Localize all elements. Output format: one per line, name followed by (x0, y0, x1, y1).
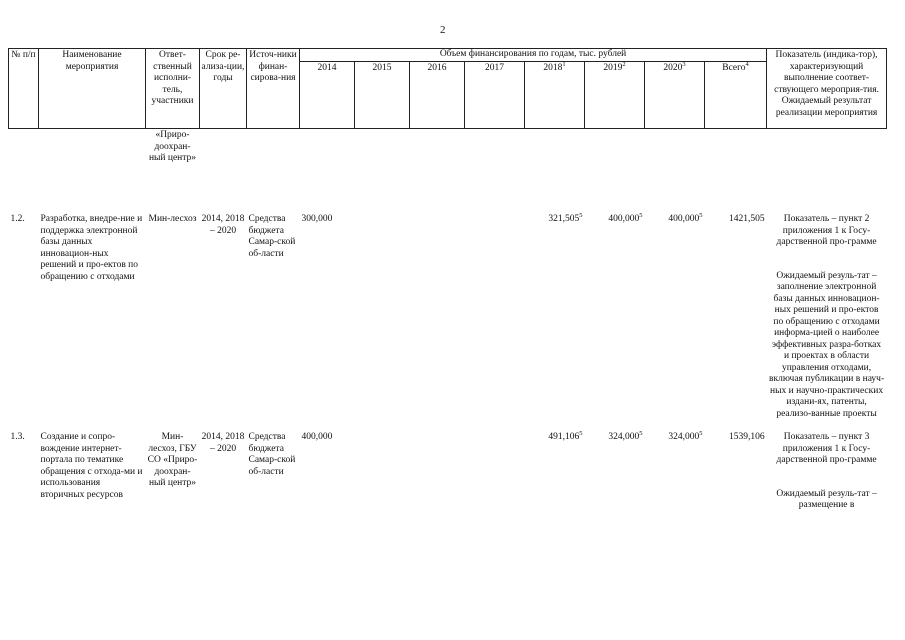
row-indicator-cell (767, 431, 887, 513)
header-responsible: Ответ-ственный исполни-тель, участники (146, 49, 200, 129)
header-num: № п/п (9, 49, 39, 129)
continuation-row (9, 129, 887, 204)
row-name: Создание и сопро-вождение интернет-портала по тематике обращения с отхода-ми и использования вторичных ресурсов (40, 432, 143, 500)
row-value-2014: 400,000 (301, 432, 333, 442)
header-financing-group: Объем финансирования по годам, тыс. рублей (300, 49, 767, 62)
header-year-2015: 2015 (355, 62, 410, 129)
row-num: 1.3. (10, 432, 25, 442)
row-expected-result: Ожидаемый резуль-тат – размещение в (776, 488, 877, 510)
row-value-2017 (465, 431, 525, 513)
row-name: Разработка, внедре-ние и поддержка электронной базы данных инновацион-ных решений и про-ектов по обращению с отходами (40, 214, 143, 282)
header-row-1 (9, 49, 887, 62)
row-responsible: Мин-лесхоз (148, 214, 197, 224)
row-num: 1.2. (10, 214, 25, 224)
row-value-2019: 324,000$^5$ (608, 430, 643, 442)
row-value-2015 (355, 431, 410, 513)
header-source: Источ-ники финан-сирова-ния (247, 49, 300, 129)
header-year-2014: 2014 (300, 62, 355, 129)
row-value-total: 1539,106 (728, 432, 765, 442)
row-value-2018: 321,505$^5$ (548, 212, 583, 224)
row-value-2017 (465, 213, 525, 421)
table-row (9, 431, 887, 513)
financing-table-wrapper (8, 48, 886, 513)
row-period: 2014, 2018 – 2020 (201, 432, 245, 454)
table-row (9, 213, 887, 421)
row-value-2015 (355, 213, 410, 421)
header-name: Наименование мероприятия (39, 49, 146, 129)
row-value-2019: 400,000$^5$ (608, 212, 643, 224)
header-year-total: Всего$^4$ (705, 62, 767, 129)
row-value-2014: 300,000 (301, 214, 333, 224)
row-indicator: Показатель – пункт 3 приложения 1 к Госу-дарственной про-грамме (776, 432, 877, 465)
row-expected-result: Ожидаемый резуль-тат – заполнение электронной базы данных инновацион-ных решений и про-ектов по обращению с отходами информа-цией о наиболее эффективных разра-ботках и проектах в области управления отходами, включая публикации в науч-ных и научно-практических издани-ях, патенты, реализо-ванные проекты (768, 270, 885, 419)
row-value-2020: 400,000$^5$ (668, 212, 703, 224)
row-value-2020: 324,000$^5$ (668, 430, 703, 442)
header-indicator: Показатель (индика-тор), характеризующий выполнение соответ-ствующего мероприя-тия. Ожидаемый результат реализации мероприятия (767, 49, 887, 129)
row-value-2018: 491,106$^5$ (548, 430, 583, 442)
row-indicator-cell (767, 213, 887, 421)
row-source: Средства бюджета Самар-ской об-ласти (248, 214, 296, 259)
continuation-responsible: «Приро-доохран-ный центр» (148, 130, 197, 163)
header-year-2020: 2020$^3$ (645, 62, 705, 129)
financing-table (8, 48, 887, 513)
row-value-2016 (410, 213, 465, 421)
page-number: 2 (440, 24, 446, 36)
header-period: Срок ре-ализа-ции, годы (200, 49, 247, 129)
header-year-2017: 2017 (465, 62, 525, 129)
row-indicator: Показатель – пункт 2 приложения 1 к Госу-дарственной про-грамме (776, 214, 877, 247)
header-year-2018: 2018$^1$ (525, 62, 585, 129)
row-source: Средства бюджета Самар-ской об-ласти (248, 432, 296, 477)
row-value-2016 (410, 431, 465, 513)
header-year-2019: 2019$^2$ (585, 62, 645, 129)
header-year-2016: 2016 (410, 62, 465, 129)
row-responsible: Мин-лесхоз, ГБУ СО «Приро-доохран-ный центр» (147, 432, 198, 488)
row-period: 2014, 2018 – 2020 (201, 214, 245, 236)
row-value-total: 1421,505 (728, 214, 765, 224)
